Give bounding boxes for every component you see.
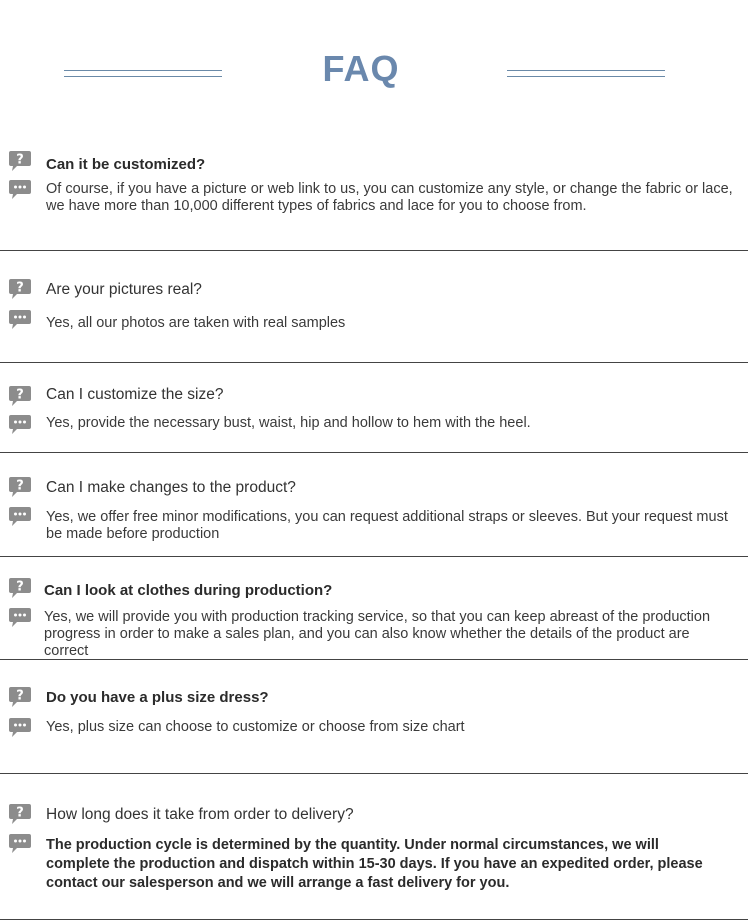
answer-bubble-icon — [8, 605, 32, 629]
answer-bubble-icon — [8, 177, 32, 201]
question-bubble-icon — [8, 576, 32, 600]
faq-divider — [0, 919, 748, 920]
question-bubble-icon — [8, 475, 32, 499]
faq-item-plus-size — [0, 684, 750, 776]
answer-bubble-icon — [8, 715, 32, 739]
faq-question: How long does it take from order to delivery? — [46, 806, 354, 823]
faq-item-delivery — [0, 801, 750, 921]
faq-question: Can I customize the size? — [46, 386, 224, 403]
faq-item-changes — [0, 474, 750, 558]
answer-bubble-icon — [8, 831, 32, 855]
faq-answer: Yes, all our photos are taken with real samples — [46, 315, 346, 331]
faq-answer: Yes, we offer free minor modifications, you can request additional straps or sleeves. But your request must be made before production — [46, 509, 728, 542]
faq-item-pictures — [0, 276, 750, 364]
faq-answer: Of course, if you have a picture or web link to us, you can customize any style, or change the fabric or lace, we have more than 10,000 different types of fabrics and lace for you to choose from. — [46, 181, 733, 214]
faq-divider — [0, 250, 748, 251]
question-bubble-icon — [8, 384, 32, 408]
faq-answer: The production cycle is determined by the quantity. Under normal circumstances, we will complete the production and dispatch within 15-30 days. If you have an expedited order, please contact our salesperson and we will arrange a fast delivery for you. — [46, 837, 703, 891]
faq-item-production — [0, 576, 750, 662]
faq-answer: Yes, plus size can choose to customize or choose from size chart — [46, 719, 465, 735]
faq-item-customized — [0, 148, 750, 252]
faq-divider — [0, 659, 748, 660]
faq-divider — [0, 556, 748, 557]
faq-item-size — [0, 381, 750, 454]
faq-question: Can I make changes to the product? — [46, 479, 296, 496]
faq-question: Can I look at clothes during production? — [44, 582, 333, 599]
faq-answer: Yes, provide the necessary bust, waist, hip and hollow to hem with the heel. — [46, 415, 531, 431]
question-bubble-icon — [8, 802, 32, 826]
faq-divider — [0, 362, 748, 363]
faq-question: Do you have a plus size dress? — [46, 689, 269, 706]
faq-question: Are your pictures real? — [46, 281, 202, 298]
answer-bubble-icon — [8, 307, 32, 331]
question-bubble-icon — [8, 149, 32, 173]
title-decoration-right — [507, 70, 665, 77]
page-title: FAQ — [322, 48, 400, 89]
faq-question: Can it be customized? — [46, 156, 206, 173]
faq-answer: Yes, we will provide you with production tracking service, so that you can keep abreast of the production progress in order to make a sales plan, and you can also know whether the details of the product are correct — [44, 609, 711, 659]
question-bubble-icon — [8, 277, 32, 301]
faq-divider — [0, 773, 748, 774]
answer-bubble-icon — [8, 412, 32, 436]
faq-divider — [0, 452, 748, 453]
answer-bubble-icon — [8, 504, 32, 528]
faq-header — [0, 0, 750, 130]
question-bubble-icon — [8, 685, 32, 709]
